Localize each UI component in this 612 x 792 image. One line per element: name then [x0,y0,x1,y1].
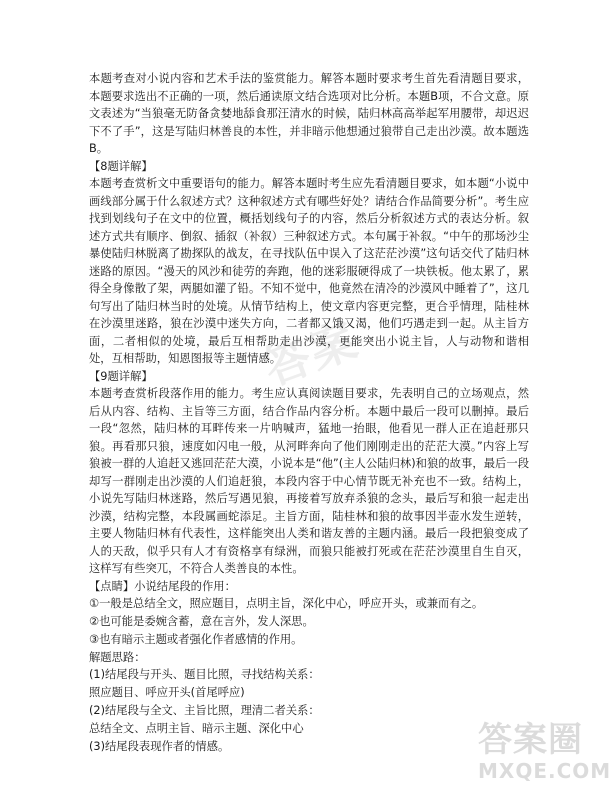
answer-document [89,70,529,755]
q8-explanation: 本题考查赏析文中重要语句的能力。解答本题时考生应先看清题目要求，如本题“小说中画线部分属于什么叙述方式？这种叙述方式有哪些好处？请结合作品简要分析”。考生应找到划线句子在文中的位置，概括划线句子的内容，然后分析叙述方式的表达分析。叙述方式共有顺序、倒叙、插叙（补叙）三种叙述方式。本句属于补叙。“中午的那场沙尘暴使陆归林脱离了勘探队的战友，在寻找队伍中误入了这茫茫沙漠”这句话交代了陆归林迷路的原因。“漫天的风沙和徒劳的奔跑，他的迷彩服硬得成了一块铁板。他太累了，累得全身像散了架，两腿如灌了铅。不知不觉中，他竟然在清冷的沙漠风中睡着了”，这几句写出了陆归林当时的处境。从情节结构上，使文章内容更完整，更合乎情理，陆桂林在沙漠里迷路，狼在沙漠中迷失方向，二者都又饿又渴，他们巧遇走到一起。从主旨方面，二者相似的处境，最后互相帮助走出沙漠，更能突出小说主旨，人与动物和谐相处，互相帮助，知恩图报等主题情感。 [89,177,529,365]
q7-explanation: 本题考查对小说内容和艺术手法的鉴赏能力。解答本题时要求考生首先看清题目要求，本题要求选出不正确的一项，然后通读原文结合选项对比分析。本题B项，不合文意。原文表述为“当狼毫无防备贪婪地舔食那汪清水的时候，陆归林高高举起军用腰带，却迟迟下不了手”，这是写陆归林善良的本性，并非暗示他想通过狼带自己走出沙漠。故本题选B。 [89,72,529,155]
approach-step: (1)结尾段与开头、题目比照，寻找结构关系： [89,668,320,682]
tip-item: ②也可能是委婉含蓄，意在言外，发人深思。 [89,615,314,629]
q9-explanation: 本题考查赏析段落作用的能力。考生应认真阅读题目要求，先表明自己的立场观点，然后从内容、结构、主旨等三方面，结合作品内容分析。本题中最后一段可以删掉。最后一段“忽然，陆归林的耳畔传来一片呐喊声，猛地一抬眼，他看见一群人正在追赶那只狼。再看那只狼，速度如闪电一般，从河畔奔向了他们刚刚走出的茫茫大漠。”内容上写狼被一群的人追赶又逃回茫茫大漠，小说本是“他”(主人公陆归林)和狼的故事，最后一段却写一群刚走出沙漠的人们追赶狼，本段内容于中心情节既无补充也不一致。结构上，小说先写陆归林迷路，然后写遇见狼，再接着写放弃杀狼的念头，最后写和狼一起走出沙漠，结构完整，本段属画蛇添足。主旨方面，陆桂林和狼的故事因半壶水发生逆转，主要人物陆归林有代表性，这样能突出人类和谐友善的主题内涵。最后一段把狼变成了人的天敌，似乎只有人才有资格享有绿洲，而狼只能被打死或在茫茫沙漠里自生自灭，这样写有些突兀，不符合人类善良的本性。 [89,387,529,575]
logo-bottom-text: MXQE.COM [478,759,612,783]
approach-step: (2)结尾段与全文、主旨比照，理清二者关系： [89,704,320,718]
approach-step: 总结全文、点明主旨、暗示主题、深化中心 [89,721,304,735]
approach-step: (3)结尾段表现作者的情感。 [89,739,230,753]
q9-header: 【9题详解】 [89,369,153,383]
approach-header: 解题思路： [89,650,146,664]
logo-top-text: 答案圈 [478,720,583,760]
approach-step: 照应题目、呼应开头(首尾呼应) [89,686,245,700]
site-logo-watermark [478,720,612,786]
tip-header: 【点睛】小说结尾段的作用： [89,579,236,593]
q8-header: 【8题详解】 [89,159,153,173]
tip-item: ①一般是总结全文，照应题目，点明主旨，深化中心，呼应开头，或兼而有之。 [89,597,484,611]
tip-item: ③也有暗示主题或者强化作者感情的作用。 [89,632,303,646]
faint-watermark: 答案 [256,312,366,396]
